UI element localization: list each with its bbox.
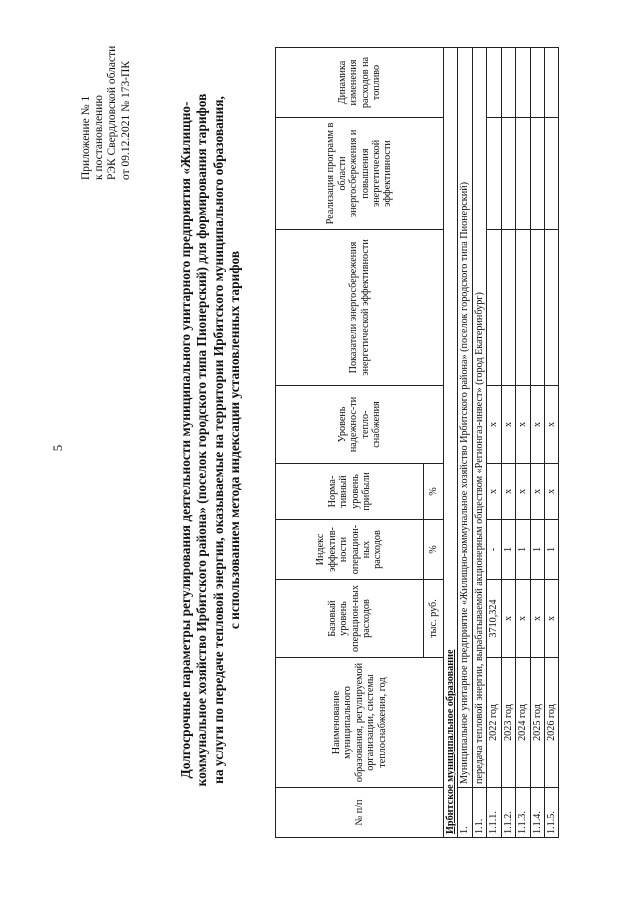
year-energy [487, 230, 501, 386]
year-energy [516, 230, 530, 386]
header-name: Наименование муниципального образования, регулируемой организации, системы теплоснабжения, год [276, 658, 444, 788]
header-num: № п/п [276, 788, 444, 838]
unit-index: % [424, 520, 444, 580]
appendix-line: РЭК Свердловской области [106, 45, 119, 180]
year-norm: x [530, 464, 544, 520]
year-label: 2025 год [530, 658, 544, 788]
year-num: 1.1.5. [544, 788, 558, 838]
header-index: Индекс эффектив-ности операцион-ных расходов [276, 520, 424, 580]
year-norm: x [487, 464, 501, 520]
year-norm: x [501, 464, 515, 520]
year-norm: x [516, 464, 530, 520]
year-base: 3710,324 [487, 580, 501, 658]
year-num: 1.1.2. [501, 788, 515, 838]
year-num: 1.1.4. [530, 788, 544, 838]
year-programs [530, 118, 544, 230]
year-reliability: x [544, 386, 558, 464]
year-programs [516, 118, 530, 230]
table-row [501, 48, 515, 838]
year-label: 2026 год [544, 658, 558, 788]
year-num: 1.1.3. [516, 788, 530, 838]
year-programs [487, 118, 501, 230]
title-line: коммунальное хозяйство Ирбитского района» (поселок городского типа Пионерский) для формирования тарифов [194, 93, 210, 787]
year-energy [501, 230, 515, 386]
year-label: 2022 год [487, 658, 501, 788]
year-index: 1 [501, 520, 515, 580]
year-base: x [530, 580, 544, 658]
year-dynamics [501, 48, 515, 118]
header-dynamics: Динамика изменения расходов на топливо [276, 48, 444, 118]
header-programs: Реализация программ в области энергосбережения и повышения энергетической эффективности [276, 118, 444, 230]
appendix-note [80, 10, 133, 180]
year-reliability: x [530, 386, 544, 464]
header-energy: Показатели энергосбережения энергетической эффективности [276, 230, 444, 386]
year-num: 1.1.1. [487, 788, 501, 838]
header-norm: Норма-тивный уровень прибыли [276, 464, 424, 520]
section-label: Ирбитское муниципальное образование [445, 649, 456, 834]
year-dynamics [516, 48, 530, 118]
header-base: Базовый уровень операцион-ных расходов [276, 580, 424, 658]
document-page [20, 0, 620, 880]
year-index: 1 [516, 520, 530, 580]
title-line: на услуги по передаче тепловой энергии, оказываемые на территории Ирбитского муниципального образования, [210, 96, 226, 784]
year-base: x [501, 580, 515, 658]
title-line: с использованием метода индексации установленных тарифов [227, 250, 243, 630]
unit-base: тыс. руб. [424, 580, 444, 658]
year-reliability: x [487, 386, 501, 464]
year-dynamics [530, 48, 544, 118]
row-service: передача тепловой энергии, вырабатываемой акционерным обществом «Регионгаз-инвест» (город Екатеринбург) [472, 48, 486, 788]
year-index: - [487, 520, 501, 580]
year-reliability: x [516, 386, 530, 464]
year-programs [501, 118, 515, 230]
year-reliability: x [501, 386, 515, 464]
row-num: 1. [458, 788, 472, 838]
year-index: 1 [530, 520, 544, 580]
row-org: Муниципальное унитарное предприятие «Жилищно-коммунальное хозяйство Ирбитского района» (поселок городского типа Пионерский) [458, 48, 472, 788]
year-dynamics [544, 48, 558, 118]
year-energy [544, 230, 558, 386]
year-label: 2024 год [516, 658, 530, 788]
page-number: 5 [50, 444, 65, 452]
year-base: x [544, 580, 558, 658]
year-base: x [516, 580, 530, 658]
unit-norm: % [424, 464, 444, 520]
title-line: Долгосрочные параметры регулирования деятельности муниципального унитарного предприятия «Жилищно- [178, 101, 193, 779]
appendix-line: от 09.12.2021 № 173-ПК [119, 60, 132, 180]
year-dynamics [487, 48, 501, 118]
year-label: 2023 год [501, 658, 515, 788]
year-index: 1 [544, 520, 558, 580]
year-programs [544, 118, 558, 230]
appendix-line: Приложение № 1 [80, 95, 92, 180]
year-norm: x [544, 464, 558, 520]
parameters-table [275, 47, 559, 838]
row-num: 1.1. [472, 788, 486, 838]
table-row [516, 48, 530, 838]
header-reliability: Уровень надежнос-ти тепло-снабжения [276, 386, 444, 464]
table-row [530, 48, 544, 838]
document-title [178, 40, 244, 840]
table-row [487, 48, 501, 838]
appendix-line: к постановлению [93, 95, 106, 180]
year-energy [530, 230, 544, 386]
section-row [444, 48, 458, 838]
table-row [544, 48, 558, 838]
